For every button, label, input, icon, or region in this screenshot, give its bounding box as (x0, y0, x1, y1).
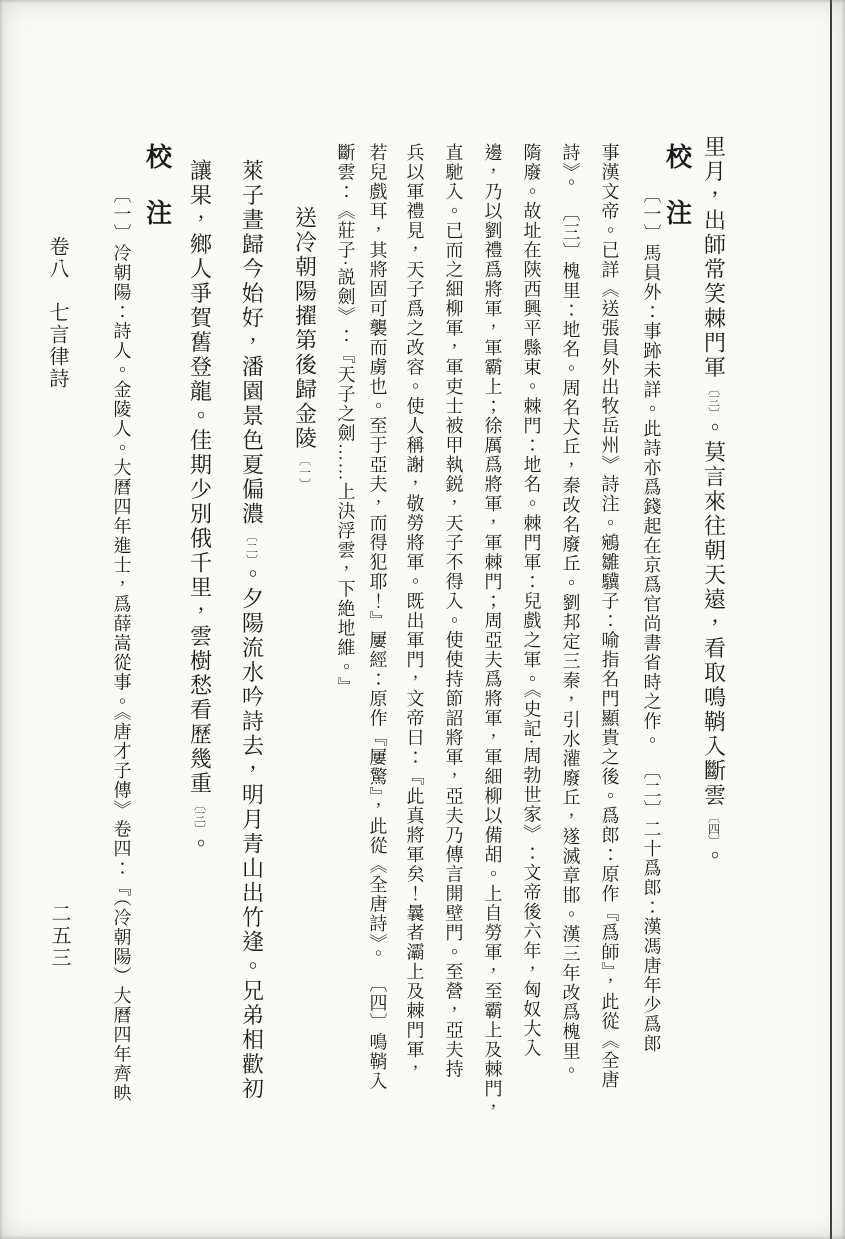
volume-section-label: 卷八 七言律詩 (46, 236, 68, 390)
note-column: 隋廢。故址在陝西興平縣東。棘門：地名。棘門軍：兒戲之軍。《史記·周勃世家》：文帝後六年，匈奴大入 (521, 143, 542, 1058)
note-column: 直馳入。已而之細柳軍，軍吏士被甲執鋭，天子不得入。使使持節詔將軍，亞夫乃傳言開壁門。至營，亞夫持 (443, 143, 464, 1079)
poem-text: 。 (701, 844, 727, 869)
poem-text: 里月，出師常笑棘門軍 (701, 135, 727, 380)
note-ref-marker: 〔一〕 (297, 454, 312, 490)
poem-text: 。莫言來往朝天遠，看取鳴鞘入斷雲 (701, 416, 727, 808)
jiaozhu-header-2: 校 注 (142, 143, 172, 227)
poem-continuation-column (700, 135, 728, 869)
note-column: 兵以軍禮見，天子爲之改容。使人稱謝，敬勞將軍。既出軍門，文帝曰：『此真將軍矣！曩者灞上及棘門軍， (404, 143, 425, 1079)
poem-title (291, 206, 319, 493)
note-ref-marker: 〔三〕 (192, 799, 207, 829)
jiaozhu-header-1: 校 注 (662, 143, 692, 227)
note-column: 邊，乃以劉禮爲將軍，軍霸上；徐厲爲將軍，軍棘門；周亞夫爲將軍，軍細柳以備胡。上自勞軍，至霸上及棘門， (482, 143, 503, 1118)
poem-text: 讓果，鄉人爭賀舊登龍。佳期少別俄千里，雲樹愁看歷幾重 (187, 159, 213, 796)
note-ref-marker: 〔二〕 (244, 529, 259, 560)
note-column: 若兒戲耳，其將固可襲而虜也。至于亞夫，而得犯耶！』屢經：原作『屢驚』，此從《全唐詩》。 〔四〕鳴鞘入 (367, 143, 388, 1091)
note-ref-marker: 〔三〕 (706, 383, 721, 413)
note-column: 詩》。 〔三〕槐里：地名。周名犬丘，秦改名廢丘。劉邦定三秦，引水灌廢丘，遂滅章邯。漢三年改爲槐里。 (560, 143, 581, 1081)
poem-line-column (238, 159, 266, 1102)
poem-title-text: 送冷朝陽擢第後歸金陵 (292, 206, 318, 451)
note-column: 〔一〕冷朝陽：詩人。金陵人。大曆四年進士，爲薛嵩從事。《唐才子傳》卷四：『（冷朝陽）大曆四年齊映 (111, 185, 132, 1103)
note-column: 事漢文帝。已詳《送張員外出牧岳州》詩注。鵷雛驥子：喻指名門顯貴之後。爲郎：原作『爲師』，此從《全唐 (599, 143, 620, 1090)
note-ref-marker: 〔四〕 (706, 811, 721, 841)
poem-text: 。夕陽流水吟詩去，明月青山出竹逢。兄弟相歡初 (239, 562, 265, 1102)
page-number: 二五三 (48, 903, 70, 969)
poem-text: 。 (187, 832, 213, 857)
poem-text: 萊子晝歸今始好，潘園景色夏偏濃 (239, 159, 265, 527)
note-column: 〔一〕馬員外：事跡未詳。此詩亦爲錢起在京爲官尚書省時之作。 〔二〕二十爲郎：漢馮唐年少爲郎 (641, 185, 662, 1054)
poem-line-column (186, 159, 214, 857)
note-column: 斷雲：《莊子·説劍》：『天子之劍……上決浮雲，下絶地維。』 (335, 143, 356, 697)
page-border-line (830, 0, 832, 1239)
